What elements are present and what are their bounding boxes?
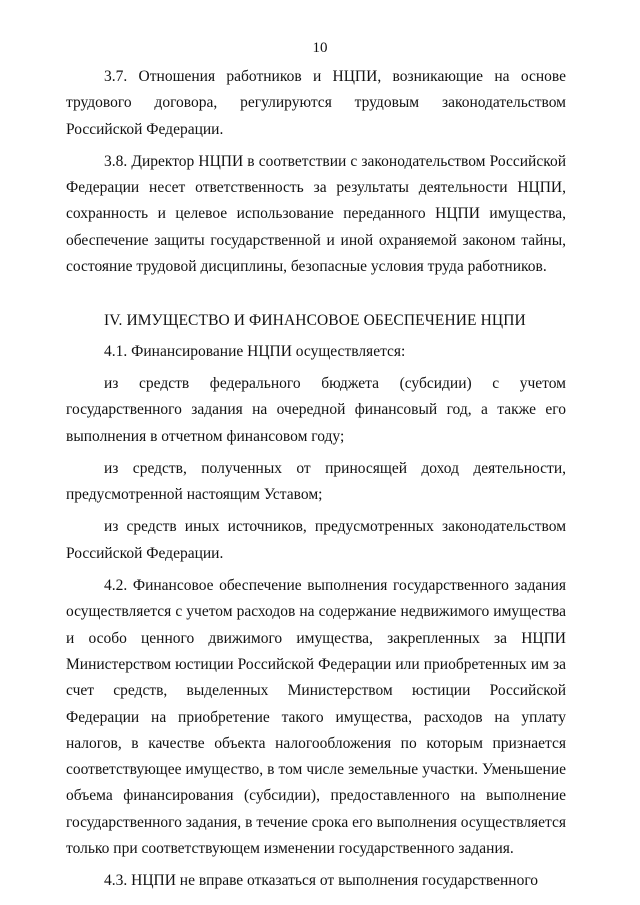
paragraph-3-8: 3.8. Директор НЦПИ в соответствии с законодательством Российской Федерации несет ответственность за результаты деятельности НЦПИ, сохранность и целевое использование переданного НЦПИ имущества, обеспечение защиты государственной и иной охраняемой законом тайны, состояние трудовой дисциплины, безопасные условия труда работников. [66, 152, 566, 276]
paragraph-4-1-item-b: из средств, полученных от приносящей доход деятельности, предусмотренной настоящим Уставом; [66, 459, 566, 504]
paragraph-4-1-item-a: из средств федерального бюджета (субсидии) с учетом государственного задания на очередной финансовый год, а также его выполнения в отчетном финансовом году; [66, 374, 566, 445]
paragraph-4-1-item-c: из средств иных источников, предусмотренных законодательством Российской Федерации. [66, 518, 566, 562]
paragraph-4-1: 4.1. Финансирование НЦПИ осуществляется: [104, 342, 406, 360]
paragraph-4-3: 4.3. НЦПИ не вправе отказаться от выполнения государственного [104, 872, 539, 890]
document-body [66, 64, 566, 901]
section-4-heading: IV. ИМУЩЕСТВО И ФИНАНСОВОЕ ОБЕСПЕЧЕНИЕ НЦПИ [104, 312, 526, 330]
paragraph-4-2: 4.2. Финансовое обеспечение выполнения государственного задания осуществляется с учетом расходов на содержание недвижимого имущества и особо ценного движимого имущества, закрепленных за НЦПИ Министерством юстиции Российской Федерации или приобретенных им за счет средств, выделенных Министерством юстиции Российской Федерации на приобретение такого имущества, расходов на уплату налогов, в качестве объекта налогообложения по которым признается соответствующее имущество, в том числе земельные участки. Уменьшение объема финансирования (субсидии), предоставленного на выполнение государственного задания, в течение срока его выполнения осуществляется только при соответствующем изменении государственного задания. [66, 577, 566, 858]
page-number: 10 [312, 40, 328, 56]
paragraph-3-7: 3.7. Отношения работников и НЦПИ, возникающие на основе трудового договора, регулируются трудовым законодательством Российской Федерации. [66, 68, 566, 138]
